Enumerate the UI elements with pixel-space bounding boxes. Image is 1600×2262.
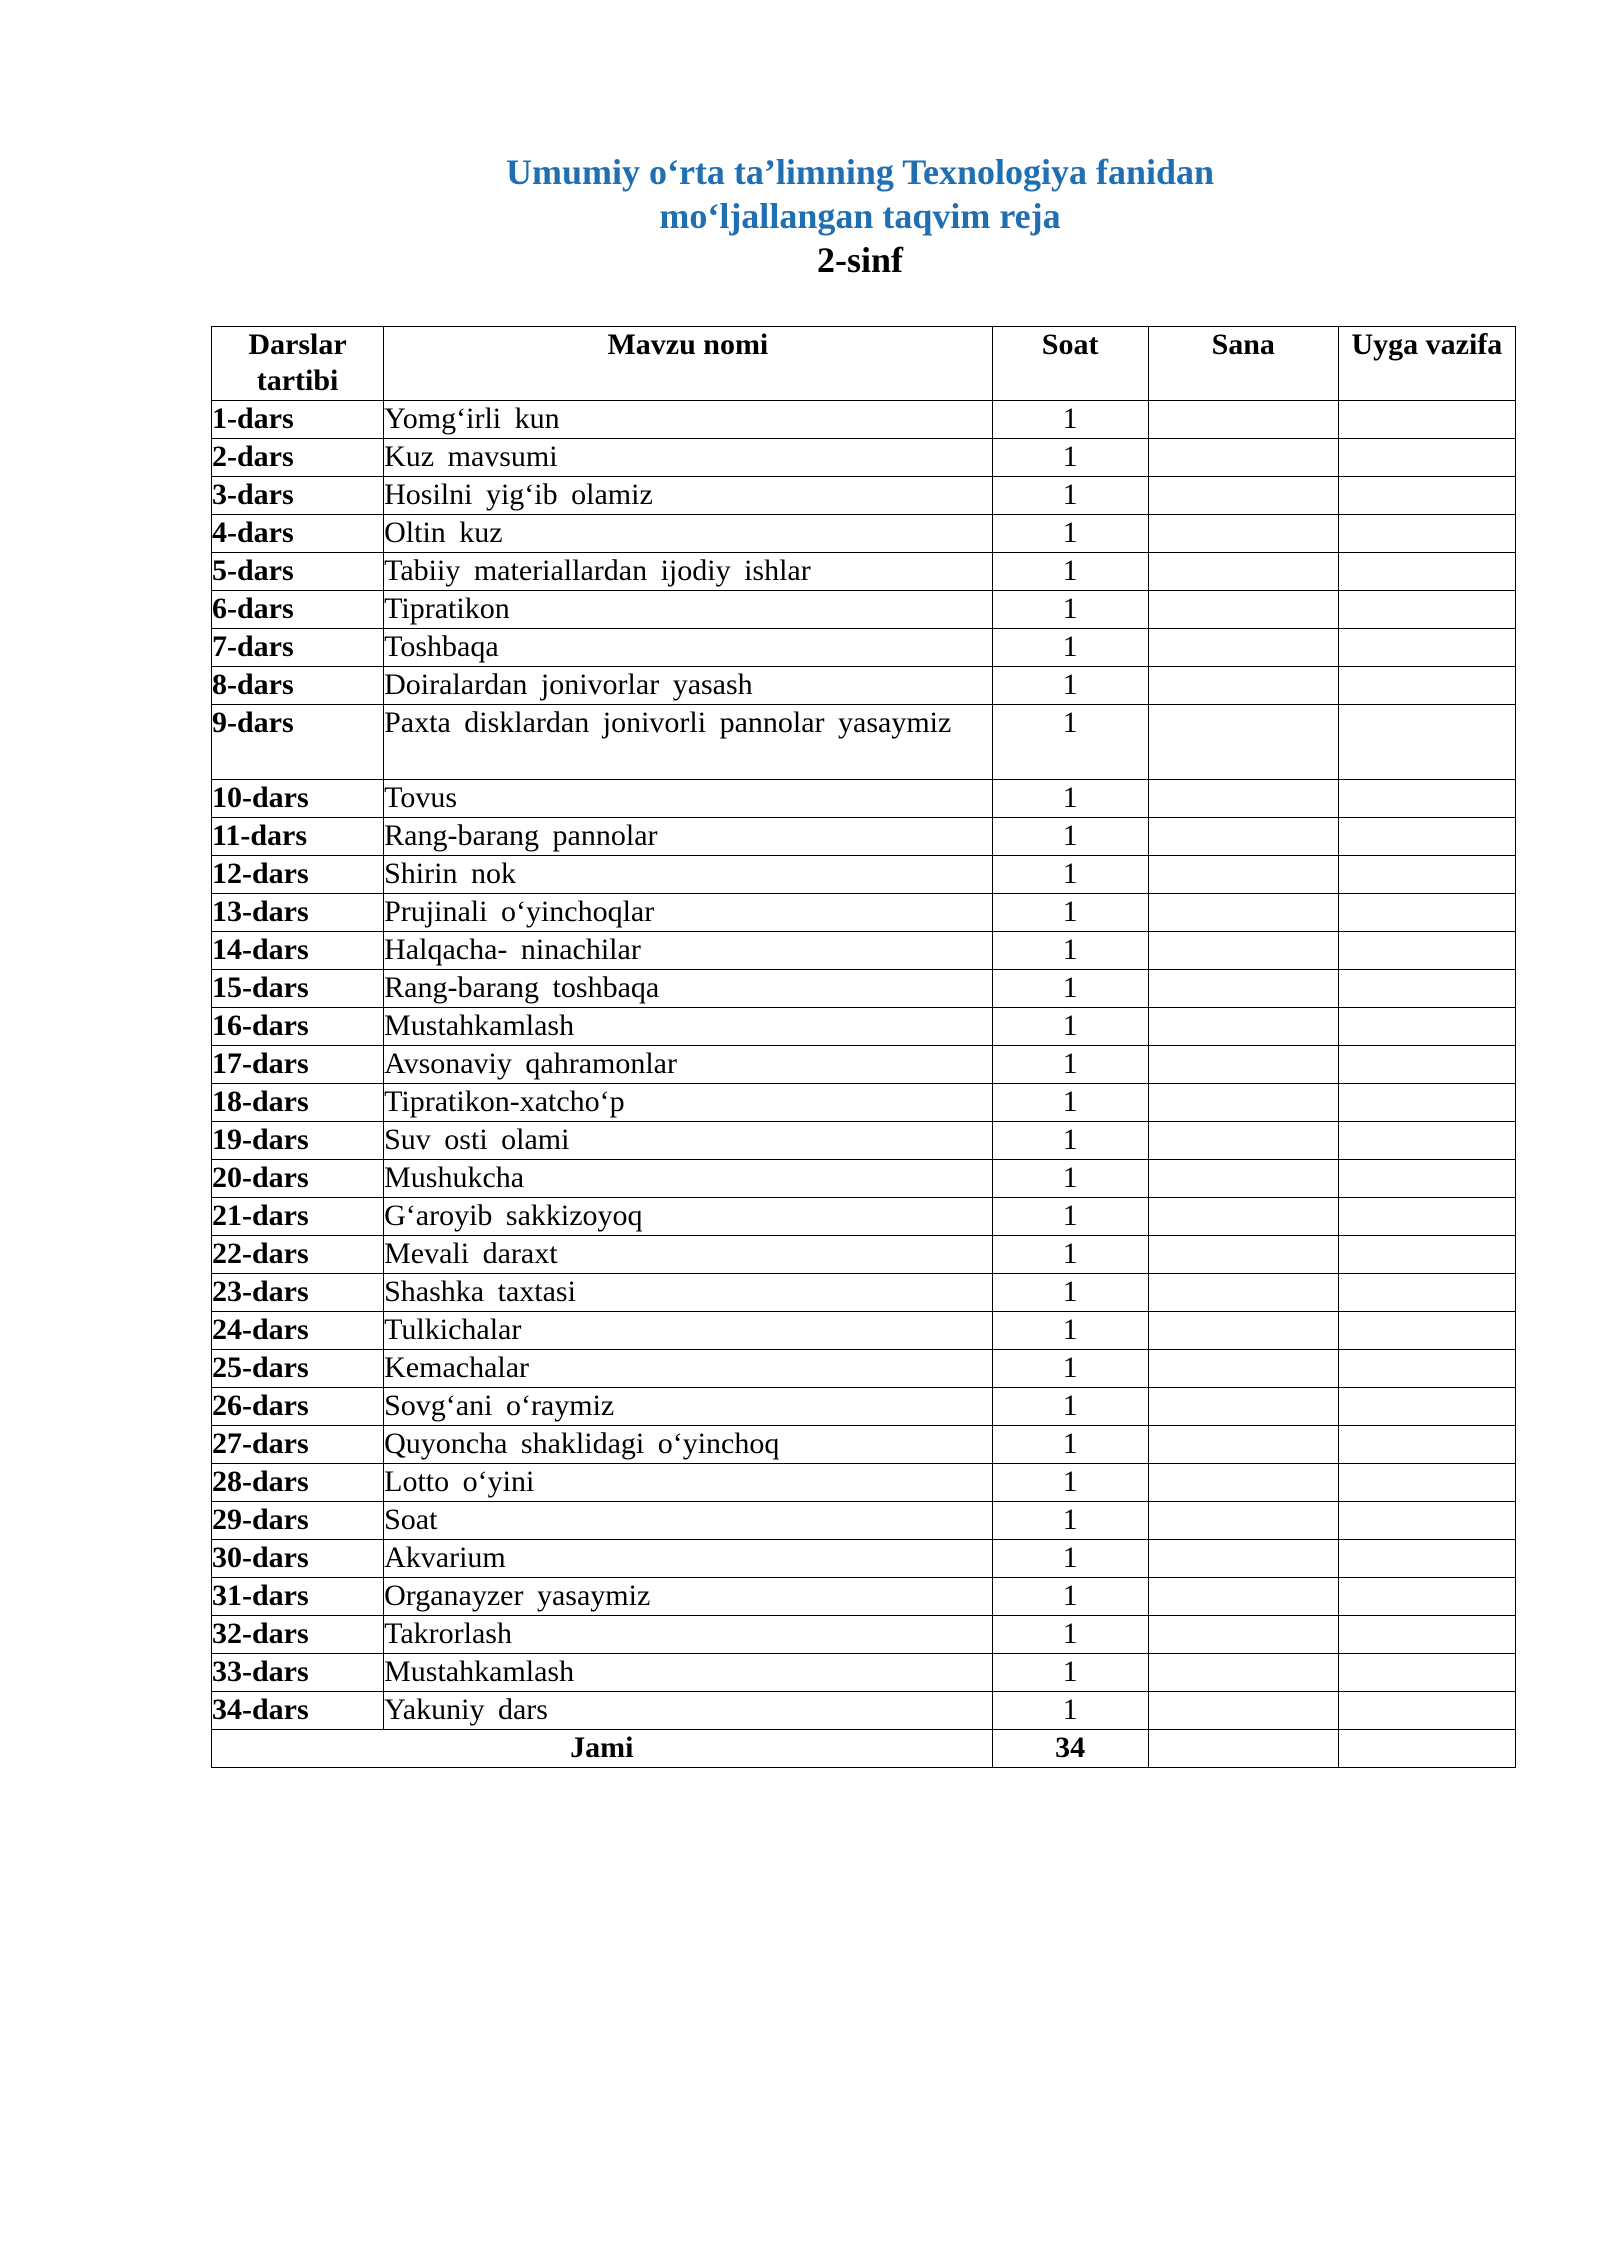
lesson-date-cell xyxy=(1148,1198,1338,1236)
lesson-topic-cell: Mustahkamlash xyxy=(384,1008,992,1046)
lesson-hours-cell: 1 xyxy=(992,1654,1148,1692)
lesson-homework-cell xyxy=(1338,667,1515,705)
lesson-number-cell: 3-dars xyxy=(212,477,384,515)
lesson-homework-cell xyxy=(1338,1350,1515,1388)
header-hours: Soat xyxy=(992,327,1148,401)
lesson-hours-cell: 1 xyxy=(992,1692,1148,1730)
total-homework-cell xyxy=(1338,1730,1515,1768)
table-row xyxy=(212,1312,1516,1350)
lesson-hours-cell: 1 xyxy=(992,1578,1148,1616)
lesson-homework-cell xyxy=(1338,970,1515,1008)
lesson-topic-cell: Toshbaqa xyxy=(384,629,992,667)
lesson-homework-cell xyxy=(1338,1046,1515,1084)
lesson-homework-cell xyxy=(1338,856,1515,894)
table-row xyxy=(212,629,1516,667)
lesson-topic-cell: Takrorlash xyxy=(384,1616,992,1654)
lesson-hours-cell: 1 xyxy=(992,856,1148,894)
lesson-topic-cell: Mushukcha xyxy=(384,1160,992,1198)
lesson-hours-cell: 1 xyxy=(992,932,1148,970)
lesson-homework-cell xyxy=(1338,1274,1515,1312)
lesson-homework-cell xyxy=(1338,1578,1515,1616)
lesson-number-cell: 25-dars xyxy=(212,1350,384,1388)
lesson-date-cell xyxy=(1148,1350,1338,1388)
table-row xyxy=(212,1692,1516,1730)
table-row xyxy=(212,894,1516,932)
lesson-number-cell: 2-dars xyxy=(212,439,384,477)
lesson-date-cell xyxy=(1148,1654,1338,1692)
lesson-topic-cell: Prujinali o‘yinchoqlar xyxy=(384,894,992,932)
table-row xyxy=(212,1654,1516,1692)
lesson-topic-cell: Akvarium xyxy=(384,1540,992,1578)
table-row xyxy=(212,818,1516,856)
table-body xyxy=(212,401,1516,1730)
total-date-cell xyxy=(1148,1730,1338,1768)
lesson-date-cell xyxy=(1148,629,1338,667)
lesson-number-cell: 15-dars xyxy=(212,970,384,1008)
table-row xyxy=(212,591,1516,629)
lesson-number-cell: 9-dars xyxy=(212,705,384,780)
lesson-number-cell: 18-dars xyxy=(212,1084,384,1122)
lesson-topic-cell: Yakuniy dars xyxy=(384,1692,992,1730)
lesson-hours-cell: 1 xyxy=(992,401,1148,439)
lesson-date-cell xyxy=(1148,1388,1338,1426)
lesson-homework-cell xyxy=(1338,1616,1515,1654)
lesson-hours-cell: 1 xyxy=(992,515,1148,553)
lesson-hours-cell: 1 xyxy=(992,1426,1148,1464)
table-row xyxy=(212,401,1516,439)
table-row xyxy=(212,1160,1516,1198)
document-header xyxy=(0,150,1600,282)
lesson-homework-cell xyxy=(1338,1312,1515,1350)
lesson-date-cell xyxy=(1148,970,1338,1008)
lesson-topic-cell: Tipratikon xyxy=(384,591,992,629)
lesson-date-cell xyxy=(1148,1312,1338,1350)
lesson-number-cell: 10-dars xyxy=(212,780,384,818)
lesson-number-cell: 11-dars xyxy=(212,818,384,856)
lesson-topic-cell: Rang-barang toshbaqa xyxy=(384,970,992,1008)
lesson-number-cell: 30-dars xyxy=(212,1540,384,1578)
lesson-topic-cell: Tulkichalar xyxy=(384,1312,992,1350)
lesson-date-cell xyxy=(1148,1502,1338,1540)
lesson-hours-cell: 1 xyxy=(992,1540,1148,1578)
lesson-date-cell xyxy=(1148,591,1338,629)
lesson-hours-cell: 1 xyxy=(992,970,1148,1008)
lesson-hours-cell: 1 xyxy=(992,629,1148,667)
lesson-date-cell xyxy=(1148,1008,1338,1046)
lesson-number-cell: 33-dars xyxy=(212,1654,384,1692)
lesson-number-cell: 19-dars xyxy=(212,1122,384,1160)
lesson-homework-cell xyxy=(1338,1008,1515,1046)
lesson-date-cell xyxy=(1148,1692,1338,1730)
calendar-plan-table xyxy=(211,326,1516,1768)
lesson-number-cell: 31-dars xyxy=(212,1578,384,1616)
lesson-number-cell: 8-dars xyxy=(212,667,384,705)
lesson-homework-cell xyxy=(1338,1654,1515,1692)
lesson-topic-cell: Doiralardan jonivorlar yasash xyxy=(384,667,992,705)
lesson-hours-cell: 1 xyxy=(992,1616,1148,1654)
lesson-number-cell: 34-dars xyxy=(212,1692,384,1730)
lesson-date-cell xyxy=(1148,553,1338,591)
lesson-topic-cell: Kuz mavsumi xyxy=(384,439,992,477)
lesson-hours-cell: 1 xyxy=(992,1008,1148,1046)
grade-label: 2-sinf xyxy=(816,240,903,280)
lesson-number-cell: 14-dars xyxy=(212,932,384,970)
lesson-number-cell: 5-dars xyxy=(212,553,384,591)
table-row xyxy=(212,705,1516,780)
lesson-homework-cell xyxy=(1338,1160,1515,1198)
lesson-number-cell: 26-dars xyxy=(212,1388,384,1426)
lesson-homework-cell xyxy=(1338,780,1515,818)
table-row xyxy=(212,1426,1516,1464)
table-row xyxy=(212,1578,1516,1616)
lesson-date-cell xyxy=(1148,705,1338,780)
lesson-topic-cell: Sovg‘ani o‘raymiz xyxy=(384,1388,992,1426)
table-row xyxy=(212,1008,1516,1046)
lesson-date-cell xyxy=(1148,401,1338,439)
lesson-topic-cell: Lotto o‘yini xyxy=(384,1464,992,1502)
lesson-hours-cell: 1 xyxy=(992,553,1148,591)
header-lesson-order: Darslar tartibi xyxy=(212,327,384,401)
lesson-topic-cell: Organayzer yasaymiz xyxy=(384,1578,992,1616)
table-row xyxy=(212,1274,1516,1312)
lesson-homework-cell xyxy=(1338,477,1515,515)
lesson-date-cell xyxy=(1148,1578,1338,1616)
lesson-topic-cell: Suv osti olami xyxy=(384,1122,992,1160)
lesson-hours-cell: 1 xyxy=(992,1502,1148,1540)
lesson-topic-cell: G‘aroyib sakkizoyoq xyxy=(384,1198,992,1236)
lesson-hours-cell: 1 xyxy=(992,1350,1148,1388)
lesson-homework-cell xyxy=(1338,1540,1515,1578)
table-header-row xyxy=(212,327,1516,401)
table-row xyxy=(212,856,1516,894)
lesson-date-cell xyxy=(1148,1540,1338,1578)
table-row xyxy=(212,1350,1516,1388)
table-row xyxy=(212,477,1516,515)
lesson-homework-cell xyxy=(1338,1388,1515,1426)
table-row xyxy=(212,1236,1516,1274)
lesson-homework-cell xyxy=(1338,894,1515,932)
lesson-number-cell: 24-dars xyxy=(212,1312,384,1350)
lesson-hours-cell: 1 xyxy=(992,1122,1148,1160)
lesson-homework-cell xyxy=(1338,439,1515,477)
lesson-hours-cell: 1 xyxy=(992,1312,1148,1350)
lesson-hours-cell: 1 xyxy=(992,1084,1148,1122)
table-row xyxy=(212,780,1516,818)
lesson-topic-cell: Tabiiy materiallardan ijodiy ishlar xyxy=(384,553,992,591)
lesson-number-cell: 21-dars xyxy=(212,1198,384,1236)
lesson-hours-cell: 1 xyxy=(992,705,1148,780)
header-homework: Uyga vazifa xyxy=(1338,327,1515,401)
lesson-topic-cell: Tovus xyxy=(384,780,992,818)
lesson-homework-cell xyxy=(1338,591,1515,629)
lesson-number-cell: 20-dars xyxy=(212,1160,384,1198)
lesson-hours-cell: 1 xyxy=(992,894,1148,932)
lesson-homework-cell xyxy=(1338,705,1515,780)
lesson-hours-cell: 1 xyxy=(992,1236,1148,1274)
lesson-homework-cell xyxy=(1338,932,1515,970)
header-date: Sana xyxy=(1148,327,1338,401)
lesson-number-cell: 12-dars xyxy=(212,856,384,894)
table-row xyxy=(212,1122,1516,1160)
lesson-topic-cell: Avsonaviy qahramonlar xyxy=(384,1046,992,1084)
lesson-topic-cell: Kemachalar xyxy=(384,1350,992,1388)
table-row xyxy=(212,515,1516,553)
lesson-date-cell xyxy=(1148,894,1338,932)
lesson-number-cell: 13-dars xyxy=(212,894,384,932)
lesson-topic-cell: Rang-barang pannolar xyxy=(384,818,992,856)
lesson-topic-cell: Soat xyxy=(384,1502,992,1540)
lesson-date-cell xyxy=(1148,439,1338,477)
lesson-date-cell xyxy=(1148,1426,1338,1464)
lesson-homework-cell xyxy=(1338,1084,1515,1122)
lesson-topic-cell: Shirin nok xyxy=(384,856,992,894)
lesson-number-cell: 7-dars xyxy=(212,629,384,667)
table-row xyxy=(212,1616,1516,1654)
lesson-number-cell: 1-dars xyxy=(212,401,384,439)
total-hours: 34 xyxy=(992,1730,1148,1768)
lesson-number-cell: 29-dars xyxy=(212,1502,384,1540)
document-title-line-1: Umumiy o‘rta ta’limning Texnologiya fanidan xyxy=(505,152,1215,192)
lesson-date-cell xyxy=(1148,1616,1338,1654)
lesson-date-cell xyxy=(1148,515,1338,553)
total-label: Jami xyxy=(212,1730,993,1768)
lesson-number-cell: 27-dars xyxy=(212,1426,384,1464)
lesson-topic-cell: Hosilni yig‘ib olamiz xyxy=(384,477,992,515)
table-row xyxy=(212,1464,1516,1502)
lesson-hours-cell: 1 xyxy=(992,1274,1148,1312)
lesson-date-cell xyxy=(1148,1046,1338,1084)
lesson-date-cell xyxy=(1148,1236,1338,1274)
lesson-hours-cell: 1 xyxy=(992,818,1148,856)
table-row xyxy=(212,439,1516,477)
lesson-homework-cell xyxy=(1338,1426,1515,1464)
lesson-date-cell xyxy=(1148,780,1338,818)
lesson-hours-cell: 1 xyxy=(992,1198,1148,1236)
lesson-topic-cell: Shashka taxtasi xyxy=(384,1274,992,1312)
lesson-homework-cell xyxy=(1338,1692,1515,1730)
lesson-homework-cell xyxy=(1338,401,1515,439)
lesson-number-cell: 4-dars xyxy=(212,515,384,553)
lesson-homework-cell xyxy=(1338,1464,1515,1502)
table-row xyxy=(212,932,1516,970)
lesson-homework-cell xyxy=(1338,515,1515,553)
lesson-number-cell: 22-dars xyxy=(212,1236,384,1274)
lesson-topic-cell: Oltin kuz xyxy=(384,515,992,553)
lesson-homework-cell xyxy=(1338,1122,1515,1160)
table-row xyxy=(212,1502,1516,1540)
header-topic: Mavzu nomi xyxy=(384,327,992,401)
table-row xyxy=(212,553,1516,591)
lesson-date-cell xyxy=(1148,856,1338,894)
lesson-hours-cell: 1 xyxy=(992,439,1148,477)
lesson-homework-cell xyxy=(1338,553,1515,591)
lesson-hours-cell: 1 xyxy=(992,477,1148,515)
lesson-homework-cell xyxy=(1338,1198,1515,1236)
table-row xyxy=(212,1388,1516,1426)
table-row xyxy=(212,970,1516,1008)
lesson-date-cell xyxy=(1148,1122,1338,1160)
lesson-date-cell xyxy=(1148,932,1338,970)
lesson-homework-cell xyxy=(1338,818,1515,856)
document-title-line-2: mo‘ljallangan taqvim reja xyxy=(659,196,1061,236)
lesson-hours-cell: 1 xyxy=(992,667,1148,705)
table-row xyxy=(212,1540,1516,1578)
lesson-topic-cell: Paxta disklardan jonivorli pannolar yasaymiz xyxy=(384,705,992,780)
lesson-date-cell xyxy=(1148,1160,1338,1198)
lesson-date-cell xyxy=(1148,818,1338,856)
lesson-homework-cell xyxy=(1338,1502,1515,1540)
table-row xyxy=(212,1084,1516,1122)
lesson-hours-cell: 1 xyxy=(992,1388,1148,1426)
lesson-topic-cell: Quyoncha shaklidagi o‘yinchoq xyxy=(384,1426,992,1464)
lesson-number-cell: 17-dars xyxy=(212,1046,384,1084)
table-row xyxy=(212,1198,1516,1236)
lesson-number-cell: 6-dars xyxy=(212,591,384,629)
lesson-date-cell xyxy=(1148,1464,1338,1502)
lesson-number-cell: 16-dars xyxy=(212,1008,384,1046)
lesson-hours-cell: 1 xyxy=(992,1464,1148,1502)
table-row xyxy=(212,1046,1516,1084)
lesson-number-cell: 23-dars xyxy=(212,1274,384,1312)
lesson-date-cell xyxy=(1148,1274,1338,1312)
lesson-date-cell xyxy=(1148,477,1338,515)
lesson-topic-cell: Tipratikon-xatcho‘p xyxy=(384,1084,992,1122)
lesson-hours-cell: 1 xyxy=(992,1160,1148,1198)
lesson-hours-cell: 1 xyxy=(992,591,1148,629)
lesson-homework-cell xyxy=(1338,1236,1515,1274)
total-row xyxy=(212,1730,1516,1768)
lesson-topic-cell: Mustahkamlash xyxy=(384,1654,992,1692)
lesson-hours-cell: 1 xyxy=(992,780,1148,818)
lesson-date-cell xyxy=(1148,1084,1338,1122)
lesson-topic-cell: Halqacha- ninachilar xyxy=(384,932,992,970)
lesson-number-cell: 28-dars xyxy=(212,1464,384,1502)
table-row xyxy=(212,667,1516,705)
lesson-homework-cell xyxy=(1338,629,1515,667)
lesson-number-cell: 32-dars xyxy=(212,1616,384,1654)
lesson-topic-cell: Yomg‘irli kun xyxy=(384,401,992,439)
lesson-topic-cell: Mevali daraxt xyxy=(384,1236,992,1274)
lesson-date-cell xyxy=(1148,667,1338,705)
lesson-hours-cell: 1 xyxy=(992,1046,1148,1084)
